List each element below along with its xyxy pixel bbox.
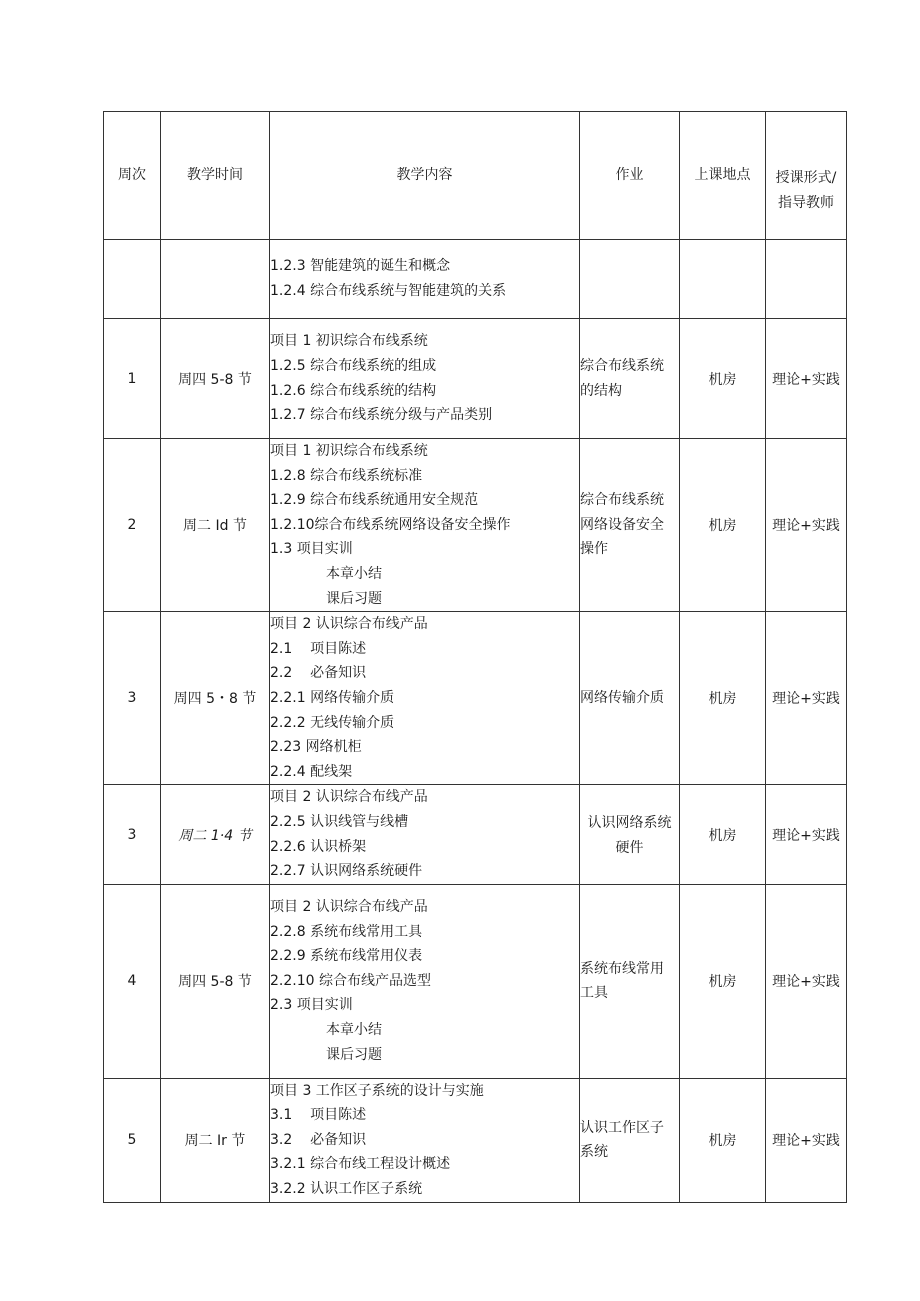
content-line: 1.2.7 综合布线系统分级与产品类别 [270,407,493,424]
week-cell [104,240,161,319]
time-cell: 周二 Id 节 [161,439,270,612]
content-line: 项目 2 认识综合布线产品 [270,616,428,633]
place-cell: 机房 [680,319,766,439]
week-cell: 3 [104,785,161,884]
content-line: 2.2.6 认识桥架 [270,838,367,855]
form-cell: 理论+实践 [766,1078,847,1202]
content-line: 3.1 项目陈述 [270,1107,367,1124]
place-cell: 机房 [680,884,766,1078]
form-cell: 理论+实践 [766,439,847,612]
header-time: 教学时间 [161,112,270,240]
content-line: 项目 1 初识综合布线系统 [270,443,428,459]
homework-cell [580,785,680,884]
content-line: 2.3 项目实训 [270,997,353,1014]
week-cell: 3 [104,612,161,785]
homework-line: 的结构 [580,382,622,399]
time-cell: 周四 5-8 节 [161,319,270,439]
homework-cell [580,319,680,439]
content-line: 2.2.2 无线传输介质 [270,714,395,731]
content-line: 1.2.4 综合布线系统与智能建筑的关系 [270,283,507,299]
table-row [104,439,847,612]
form-cell [766,240,847,319]
homework-line: 网络传输介质 [580,689,664,706]
content-cell [270,884,580,1078]
homework-line: 操作 [580,541,608,558]
time-cell: 周四 5-8 节 [161,884,270,1078]
homework-cell [580,439,680,612]
content-line: 本章小结 [326,565,382,582]
content-line: 2.2.5 认识线管与线槽 [270,813,409,830]
content-line: 3.2.1 综合布线工程设计概述 [270,1156,451,1173]
content-line: 2.2 必备知识 [270,665,367,682]
content-line: 2.2.1 网络传输介质 [270,689,395,706]
form-cell: 理论+实践 [766,785,847,884]
content-line: 3.2.2 认识工作区子系统 [270,1181,423,1198]
content-line: 2.1 项目陈述 [270,640,367,657]
content-line: 2.2.7 认识网络系统硬件 [270,863,423,880]
header-row [104,112,847,240]
place-cell: 机房 [680,612,766,785]
content-line: 1.2.10综合布线系统网络设备安全操作 [270,516,511,533]
header-week: 周次 [104,112,161,240]
homework-line: 综合布线系统 [580,357,664,374]
header-content: 教学内容 [270,112,580,240]
week-cell: 2 [104,439,161,612]
table-row [104,319,847,439]
content-cell [270,1078,580,1202]
homework-line: 综合布线系统 [580,492,664,509]
content-cell [270,240,580,319]
form-cell: 理论+实践 [766,319,847,439]
content-line: 2.2.4 配线架 [270,763,353,780]
content-cell [270,319,580,439]
teaching-schedule-table [103,111,847,1203]
place-cell: 机房 [680,785,766,884]
content-line: 1.2.6 综合布线系统的结构 [270,382,437,399]
homework-line: 硬件 [615,840,644,856]
content-line: 本章小结 [326,1022,382,1039]
header-form-line1: 授课形式/ [775,169,837,186]
table-row [104,1078,847,1202]
content-line: 课后习题 [326,590,382,607]
table-row [104,785,847,884]
homework-line: 网络设备安全 [580,516,664,533]
content-line: 3.2 必备知识 [270,1131,367,1148]
content-cell [270,785,580,884]
homework-line: 认识网络系统 [587,815,672,832]
form-cell: 理论+实践 [766,612,847,785]
homework-cell [580,1078,680,1202]
content-line: 项目 2 认识综合布线产品 [270,789,428,806]
header-form [766,112,847,240]
content-line: 2.2.8 系统布线常用工具 [270,923,423,940]
week-cell: 4 [104,884,161,1078]
table-row [104,612,847,785]
place-cell: 机房 [680,1078,766,1202]
homework-cell [580,884,680,1078]
homework-line: 工具 [580,985,608,1002]
form-cell: 理论+实践 [766,884,847,1078]
content-line: 1.3 项目实训 [270,541,353,558]
content-line: 1.2.5 综合布线系统的组成 [270,357,437,374]
homework-cell [580,240,680,319]
content-cell [270,612,580,785]
place-cell: 机房 [680,439,766,612]
time-cell: 周二 Ir 节 [161,1078,270,1202]
time-cell: 周二 1·4 节 [161,785,270,884]
table-row [104,884,847,1078]
header-homework: 作业 [580,112,680,240]
content-line: 项目 1 初识综合布线系统 [270,333,428,350]
content-line: 项目 3 工作区子系统的设计与实施 [270,1082,484,1099]
header-place: 上课地点 [680,112,766,240]
content-line: 1.2.3 智能建筑的诞生和概念 [270,258,451,275]
week-cell: 1 [104,319,161,439]
content-line: 2.23 网络机柜 [270,739,362,756]
content-line: 1.2.9 综合布线系统通用安全规范 [270,492,479,509]
week-cell: 5 [104,1078,161,1202]
time-cell: 周四 5・8 节 [161,612,270,785]
homework-line: 系统布线常用 [580,960,664,977]
time-cell [161,240,270,319]
homework-line: 认识工作区子 [580,1119,664,1136]
content-line: 项目 2 认识综合布线产品 [270,899,428,916]
content-line: 课后习题 [326,1046,382,1063]
table-row [104,240,847,319]
content-line: 2.2.10 综合布线产品选型 [270,972,431,989]
content-cell [270,439,580,612]
homework-line: 系统 [580,1144,608,1161]
place-cell [680,240,766,319]
homework-cell [580,612,680,785]
content-line: 1.2.8 综合布线系统标准 [270,467,423,484]
content-line: 2.2.9 系统布线常用仪表 [270,948,423,965]
header-form-line2: 指导教师 [778,194,834,211]
